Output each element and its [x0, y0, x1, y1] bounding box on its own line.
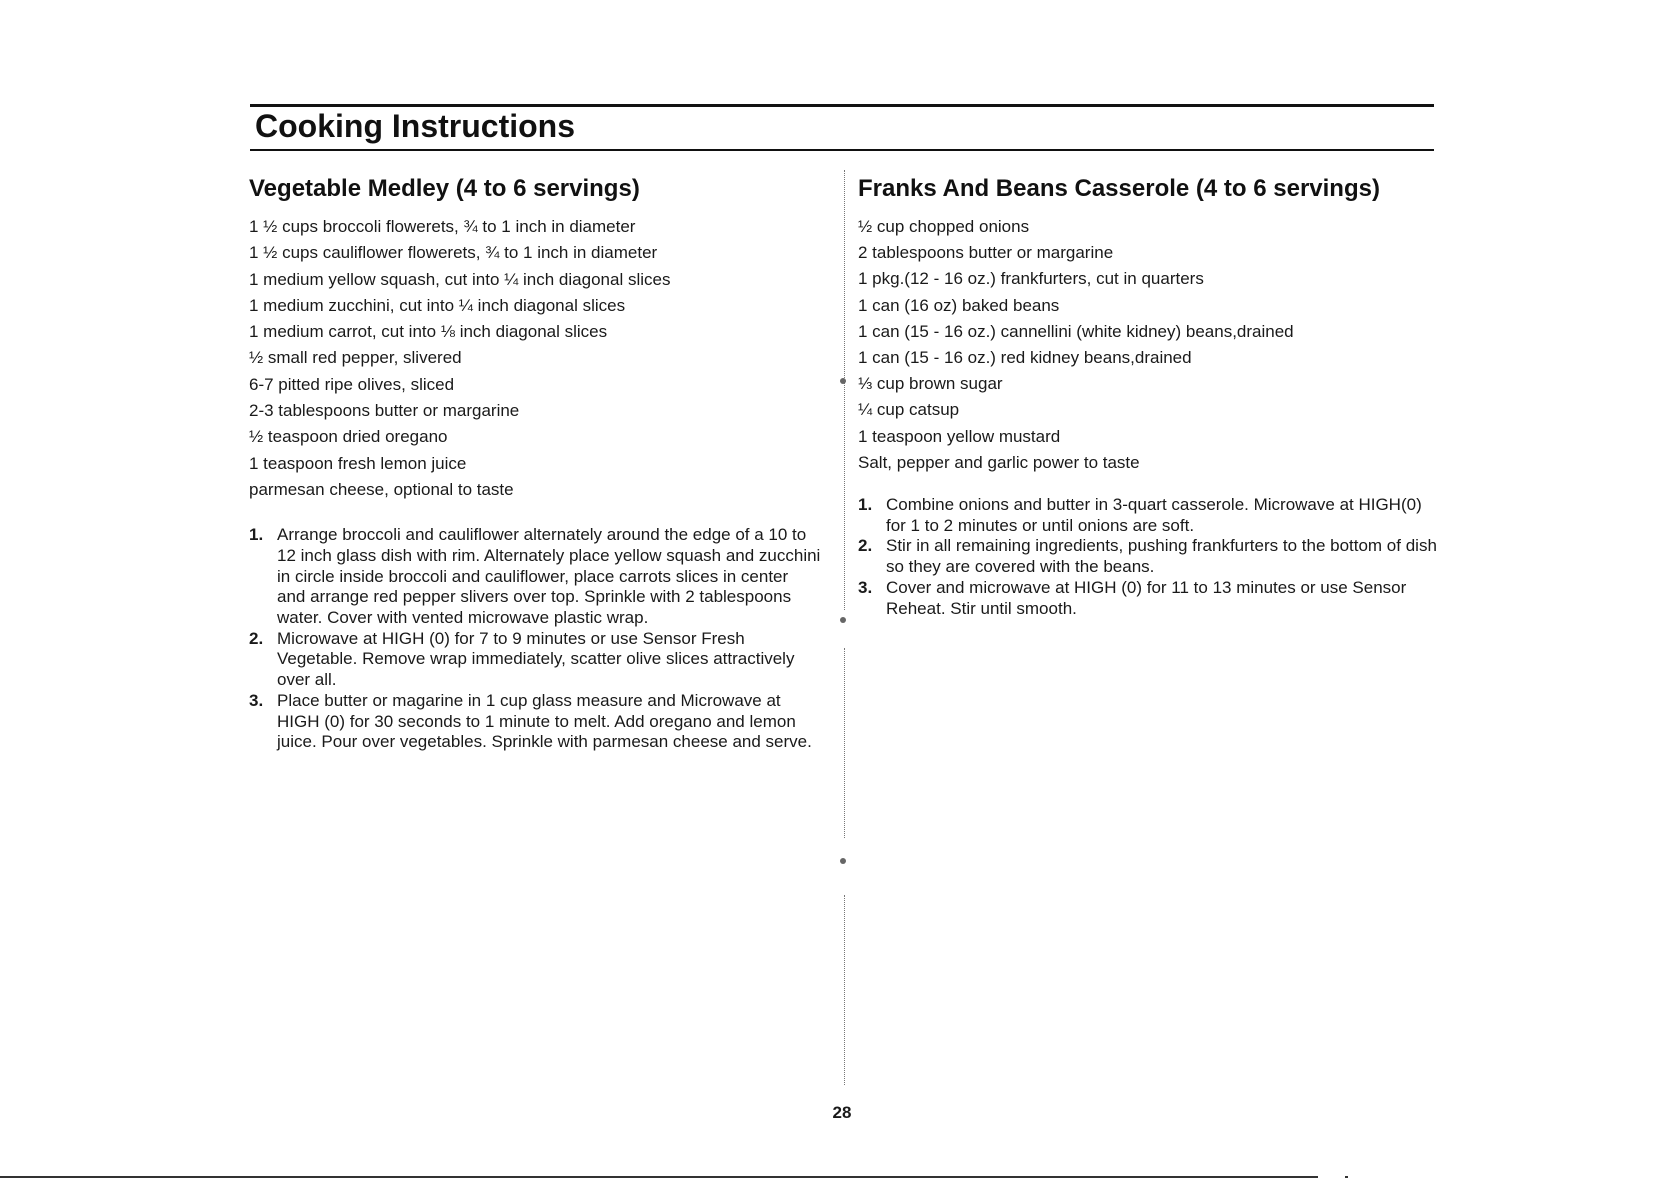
header-rule-bottom	[250, 149, 1434, 151]
ingredient-item: 1 teaspoon fresh lemon juice	[249, 453, 467, 473]
ingredient-item: 6-7 pitted ripe olives, sliced	[249, 374, 455, 394]
ingredient-item: ¼ cup catsup	[858, 400, 960, 420]
page-number: 28	[832, 1103, 852, 1122]
ingredient-item: ½ small red pepper, slivered	[249, 348, 462, 368]
ingredient-item: 1 can (16 oz) baked beans	[858, 295, 1060, 315]
step-text: Arrange broccoli and cauliflower alternately around the edge of a 10 to 12 inch glass dish with rim. Alternately place yellow squash and zucchini in circle inside broccoli and cauliflower, place carrots slices in center and arrange red pepper slivers over top. Sprinkle with 2 tablespoons water. Cover with vented microwave plastic wrap.	[277, 525, 821, 628]
instruction-step	[249, 629, 821, 691]
instruction-step	[858, 578, 1438, 619]
instruction-steps	[249, 525, 821, 753]
ingredient-list	[249, 214, 821, 503]
footer-tick	[1345, 1176, 1348, 1178]
step-number: 3.	[249, 690, 264, 710]
step-text: Combine onions and butter in 3-quart casserole. Microwave at HIGH(0) for 1 to 2 minutes or until onions are soft.	[886, 495, 1422, 535]
ingredient-item: ⅓ cup brown sugar	[858, 374, 1003, 394]
ingredient-item: 1 can (15 - 16 oz.) cannellini (white kidney) beans,drained	[858, 321, 1294, 341]
binder-hole	[840, 617, 846, 623]
vegetable-medley-recipe	[249, 170, 821, 753]
instruction-steps	[858, 495, 1438, 619]
ingredient-item: ½ cup chopped onions	[858, 217, 1030, 236]
ingredient-item: 2-3 tablespoons butter or margarine	[249, 401, 520, 421]
step-text: Place butter or magarine in 1 cup glass measure and Microwave at HIGH (0) for 30 seconds to 1 minute to melt. Add oregano and lemon juice. Pour over vegetables. Sprinkle with parmesan cheese and serve.	[277, 690, 812, 752]
step-text: Microwave at HIGH (0) for 7 to 9 minutes or use Sensor Fresh Vegetable. Remove wrap immediately, scatter olive slices attractively over all.	[277, 628, 795, 690]
instruction-step	[249, 691, 821, 753]
franks-and-beans-recipe	[858, 170, 1438, 619]
instruction-step	[858, 536, 1438, 577]
ingredient-item: 1 teaspoon yellow mustard	[858, 426, 1061, 446]
ingredient-item: ½ teaspoon dried oregano	[249, 427, 448, 447]
page-title: Cooking Instructions	[255, 108, 575, 144]
step-number: 3.	[858, 577, 873, 597]
ingredient-list	[858, 214, 1438, 476]
step-text: Stir in all remaining ingredients, pushing frankfurters to the bottom of dish so they are covered with the beans.	[886, 536, 1437, 577]
footer-rule	[0, 1176, 1318, 1178]
ingredient-item: Salt, pepper and garlic power to taste	[858, 452, 1140, 472]
step-number: 2.	[858, 536, 873, 556]
ingredient-item: 1 pkg.(12 - 16 oz.) frankfurters, cut in quarters	[858, 269, 1204, 289]
ingredient-item: 1 ½ cups cauliflower flowerets, ¾ to 1 inch in diameter	[249, 243, 658, 263]
step-number: 1.	[858, 495, 873, 515]
instruction-step	[858, 495, 1438, 536]
binder-hole	[840, 378, 846, 384]
recipe-title: Franks And Beans Casserole (4 to 6 servings)	[858, 175, 1380, 202]
ingredient-item: 2 tablespoons butter or margarine	[858, 243, 1114, 263]
step-text: Cover and microwave at HIGH (0) for 11 to 13 minutes or use Sensor Reheat. Stir until smooth.	[886, 577, 1407, 618]
step-number: 1.	[249, 525, 264, 545]
column-divider	[844, 170, 845, 610]
step-number: 2.	[249, 628, 264, 648]
column-divider	[844, 895, 845, 1085]
ingredient-item: 1 ½ cups broccoli flowerets, ¾ to 1 inch in diameter	[249, 217, 636, 236]
recipe-title: Vegetable Medley (4 to 6 servings)	[249, 175, 640, 202]
column-divider	[844, 648, 845, 838]
binder-hole	[840, 858, 846, 864]
ingredient-item: 1 medium yellow squash, cut into ¼ inch diagonal slices	[249, 269, 671, 289]
ingredient-item: 1 medium zucchini, cut into ¼ inch diagonal slices	[249, 295, 626, 315]
instruction-step	[249, 525, 821, 629]
ingredient-item: 1 can (15 - 16 oz.) red kidney beans,drained	[858, 348, 1192, 368]
ingredient-item: parmesan cheese, optional to taste	[249, 479, 514, 499]
ingredient-item: 1 medium carrot, cut into ⅛ inch diagonal slices	[249, 322, 608, 342]
